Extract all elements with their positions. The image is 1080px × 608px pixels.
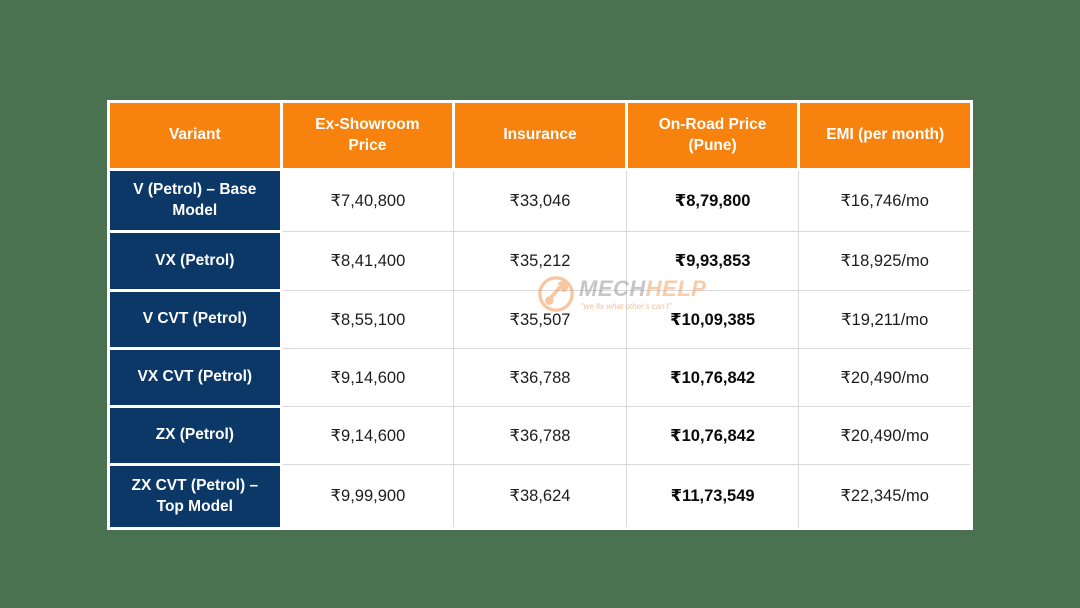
emi-value: ₹20,490/mo bbox=[799, 407, 972, 465]
column-header-variant: Variant bbox=[109, 102, 282, 170]
table-row bbox=[109, 407, 972, 465]
variant-name: V (Petrol) – Base Model bbox=[109, 170, 282, 232]
variant-price-table bbox=[107, 100, 973, 530]
on-road-price: ₹8,79,800 bbox=[626, 170, 799, 232]
table-header-row bbox=[109, 102, 972, 170]
table-row bbox=[109, 465, 972, 529]
column-header-on-road: On-Road Price (Pune) bbox=[626, 102, 799, 170]
on-road-price: ₹9,93,853 bbox=[626, 232, 799, 291]
insurance-price: ₹36,788 bbox=[454, 349, 627, 407]
watermark-tagline: “we fix what other’s can’t” bbox=[581, 302, 672, 311]
insurance-price: ₹35,212 bbox=[454, 232, 627, 291]
on-road-price: ₹10,76,842 bbox=[626, 407, 799, 465]
on-road-price: ₹10,09,385 bbox=[626, 291, 799, 349]
emi-value: ₹20,490/mo bbox=[799, 349, 972, 407]
variant-name: ZX (Petrol) bbox=[109, 407, 282, 465]
variant-name: V CVT (Petrol) bbox=[109, 291, 282, 349]
ex-showroom-price: ₹8,55,100 bbox=[281, 291, 454, 349]
on-road-price: ₹10,76,842 bbox=[626, 349, 799, 407]
variant-name: VX CVT (Petrol) bbox=[109, 349, 282, 407]
watermark-brand-mech: MECH bbox=[579, 276, 646, 301]
emi-value: ₹16,746/mo bbox=[799, 170, 972, 232]
variant-name: VX (Petrol) bbox=[109, 232, 282, 291]
insurance-price: ₹35,507 bbox=[454, 291, 627, 349]
emi-value: ₹19,211/mo bbox=[799, 291, 972, 349]
table-row bbox=[109, 291, 972, 349]
table-row bbox=[109, 232, 972, 291]
on-road-price: ₹11,73,549 bbox=[626, 465, 799, 529]
ex-showroom-price: ₹8,41,400 bbox=[281, 232, 454, 291]
ex-showroom-price: ₹7,40,800 bbox=[281, 170, 454, 232]
ex-showroom-price: ₹9,14,600 bbox=[281, 407, 454, 465]
insurance-price: ₹36,788 bbox=[454, 407, 627, 465]
ex-showroom-price: ₹9,99,900 bbox=[281, 465, 454, 529]
ex-showroom-price: ₹9,14,600 bbox=[281, 349, 454, 407]
emi-value: ₹18,925/mo bbox=[799, 232, 972, 291]
emi-value: ₹22,345/mo bbox=[799, 465, 972, 529]
variant-name: ZX CVT (Petrol) – Top Model bbox=[109, 465, 282, 529]
column-header-insurance: Insurance bbox=[454, 102, 627, 170]
table-row bbox=[109, 349, 972, 407]
insurance-price: ₹33,046 bbox=[454, 170, 627, 232]
insurance-price: ₹38,624 bbox=[454, 465, 627, 529]
watermark-brand-help: HELP bbox=[645, 276, 707, 301]
column-header-ex-showroom: Ex-Showroom Price bbox=[281, 102, 454, 170]
table-row bbox=[109, 170, 972, 232]
column-header-emi: EMI (per month) bbox=[799, 102, 972, 170]
